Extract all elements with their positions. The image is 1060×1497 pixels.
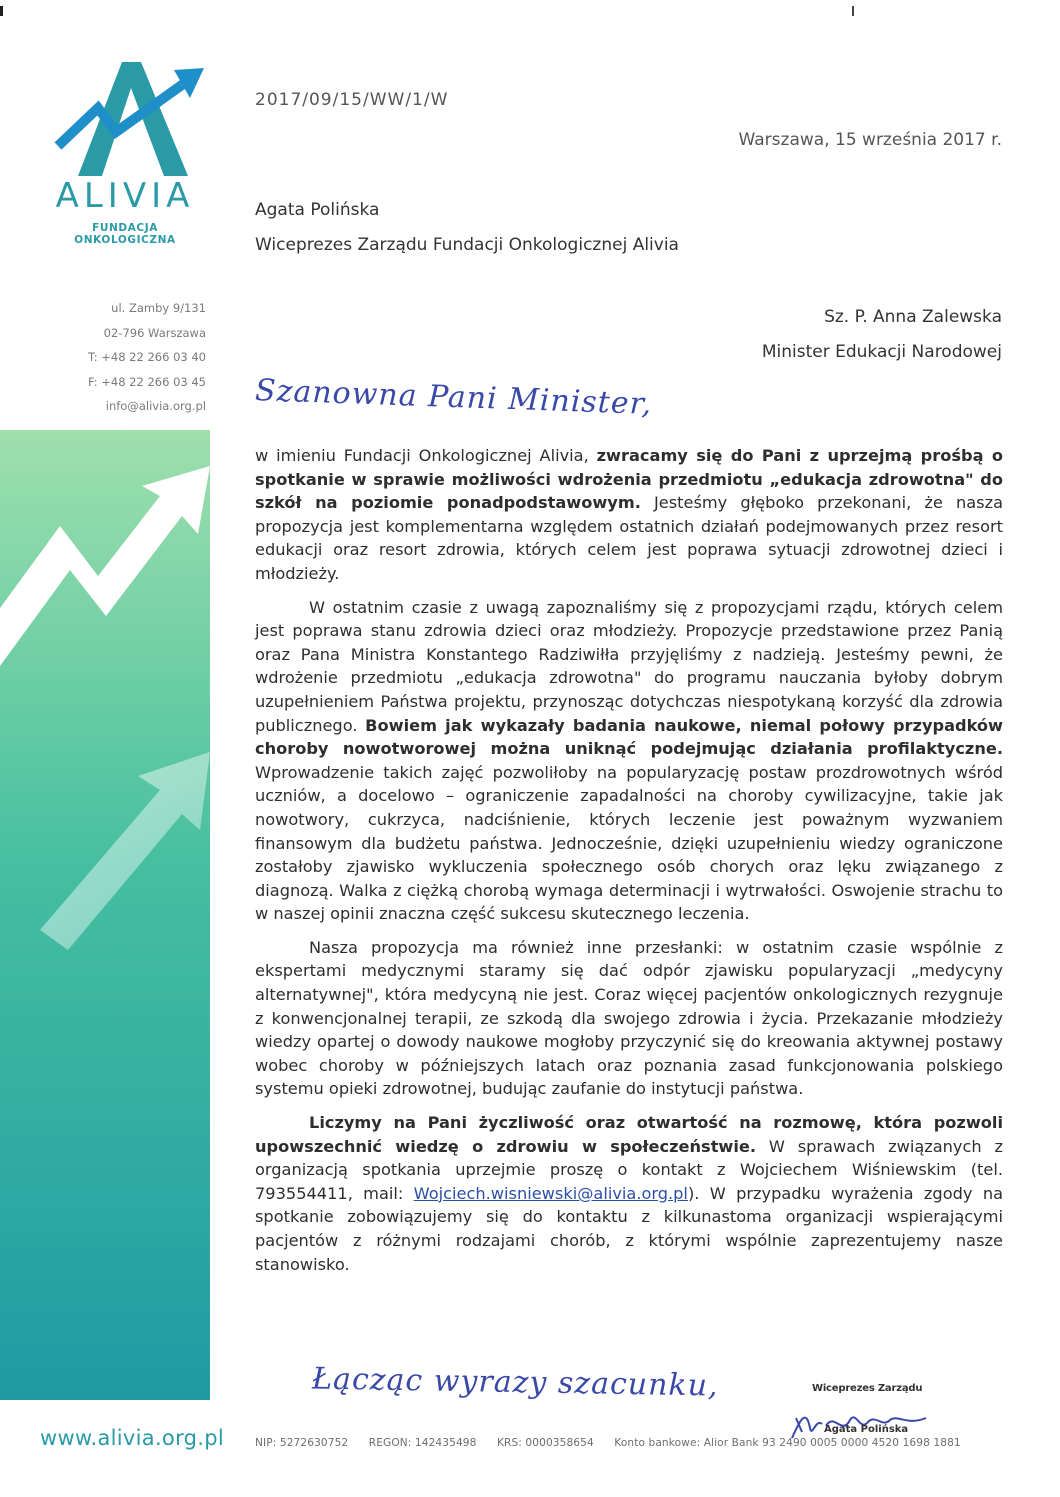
contact-email[interactable]: info@alivia.org.pl [105, 399, 206, 413]
paragraph-4 [255, 1111, 1003, 1276]
p2-text: W ostatnim czasie z uwagą zapoznaliśmy się z propozycjami rządu, których celem jest poprawa stanu zdrowia dzieci oraz młodzieży. Propozycje przedstawione przez Panią oraz Pana Ministra Konstantego Radziwiłła przyjęliśmy z nadzieją. Jesteśmy pewni, że wdrożenie przedmiotu „edukacja zdrowotna" do programu nauczania byłoby dobrym uzupełnieniem Państwa projektu, przynosząc dotychczas niespotykaną korzyść dla zdrowia publicznego. [255, 597, 1003, 735]
contact-city: 02-796 Warszawa [103, 325, 206, 340]
sender-title: Wiceprezes Zarządu Fundacji Onkologicznej Alivia [255, 235, 679, 255]
p4-bold: Liczymy na Pani życzliwość oraz otwartość na rozmowę, która pozwoli upowszechnić wiedzę o zdrowiu w społeczeństwie. [255, 1113, 1003, 1156]
growth-arrow-graphic [0, 430, 240, 1400]
footer-krs: KRS: 0000358654 [496, 1437, 594, 1449]
handwritten-salutation: Szanowna Pani Minister, [254, 373, 653, 422]
recipient-name: Sz. P. Anna Zalewska [824, 307, 1002, 327]
contact-phone: T: +48 22 266 03 40 [87, 350, 206, 364]
contact-fax: F: +48 22 266 03 45 [88, 374, 206, 389]
p1-text-rest: Jesteśmy głęboko przekonani, że nasza propozycja jest komplementarna względem ostatnich działań podejmowanych przez resort edukacji oraz resort zdrowia, których celem jest poprawa sytuacji zdrowotnej dzieci i młodzieży. [255, 493, 1004, 583]
contact-street: ul. Zamby 9/131 [111, 301, 206, 315]
handwritten-closing: Łącząc wyrazy szacunku, [311, 1361, 719, 1404]
p2-text-rest: Wprowadzenie takich zajęć pozwoliłoby na popularyzację postaw prozdrowotnych wśród uczniów, a docelowo – ograniczenie zapadalności na choroby cywilizacyjne, takie jak nowotwory, cukrzyca, nadciśnienie, których leczenie jest poważnym wyzwaniem finansowym dla budżetu państwa. Jednocześnie, dzięki uzupełnieniu wiedzy ograniczone zostałoby zjawisko wykluczenia społecznego osób chorych oraz lęku związanego z diagnozą. Walka z ciężką chorobą wymaga determinacji i wytrwałości. Oswojenie strachu to w naszej opinii znaczna część sukcesu skutecznego leczenia. [255, 762, 1003, 924]
p2-bold: Bowiem jak wykazały badania naukowe, niemal połowy przypadków choroby nowotworowej można uniknąć podejmując działania profilaktyczne. [255, 715, 1003, 759]
p1-bold: zwracamy się do Pani z uprzejmą prośbą o spotkanie w sprawie możliwości wdrożenia przedmiotu „edukacja zdrowotna" do szkół na poziomie ponadpodstawowym. [255, 446, 1003, 513]
p4-text: W sprawach związanych z organizacją spotkania uprzejmie proszę o kontakt z Wojciechem Wiśniewskim (tel. 793554411, mail: [255, 1136, 1003, 1203]
website-link[interactable]: www.alivia.org.pl [40, 1426, 224, 1450]
letter-body [255, 444, 1003, 1286]
paragraph-2 [255, 596, 1003, 926]
scan-edge-mark [0, 6, 3, 16]
alivia-logo-icon [38, 50, 208, 180]
footer-bank: Konto bankowe: Alior Bank 93 2490 0005 0000 4520 1698 1881 [614, 1437, 961, 1449]
recipient-title: Minister Edukacji Narodowej [761, 342, 1002, 362]
signature-stamp-title: Wiceprezes Zarządu [812, 1383, 923, 1394]
footer-regon: REGON: 142435498 [368, 1437, 477, 1449]
paragraph-1 [255, 444, 1003, 586]
signature-stamp-name: Agata Polińska [824, 1424, 909, 1435]
scan-corner-mark [852, 6, 854, 16]
p1-text: w imieniu Fundacji Onkologicznej Alivia, [255, 446, 597, 465]
sender-name: Agata Polińska [255, 200, 380, 220]
footer-nip: NIP: 5272630752 [255, 1437, 349, 1449]
p4-text-rest: ). W przypadku wyrażenia zgody na spotkanie zobowiązujemy się do kontaktu z kilkunastoma organizacji wspierającymi pacjentów z różnymi rodzajami chorób, z którymi wspólnie zaprezentujemy nasze stanowisko. [255, 1183, 1003, 1274]
brand-subtitle: FUNDACJA ONKOLOGICZNA [74, 222, 176, 246]
paragraph-3: Nasza propozycja ma również inne przesłanki: w ostatnim czasie wspólnie z ekspertami medycznymi staramy się dać odpór zjawisku popularyzacji „medycyny alternatywnej", która medycyną nie jest. Coraz więcej pacjentów onkologicznych rezygnuje z konwencjonalnej terapii, ze szkodą dla swojego zdrowia i życia. Przekazanie młodzieży wiedzy opartej o dowody naukowe mogłoby przyczynić się do kreowania aktywnej postawy wobec choroby w późniejszych latach oraz poznania zasad funkcjonowania polskiego systemu opieki zdrowotnej, budując zaufanie do instytucji państwa. [255, 937, 1003, 1099]
reference-number: 2017/09/15/WW/1/W [255, 90, 449, 110]
footer-registry [255, 1437, 1035, 1449]
email-link[interactable]: Wojciech.wisniewski@alivia.org.pl [413, 1183, 688, 1203]
brand-name: ALIVIA [55, 176, 195, 216]
place-and-date: Warszawa, 15 września 2017 r. [738, 130, 1002, 150]
contact-block [40, 296, 206, 419]
